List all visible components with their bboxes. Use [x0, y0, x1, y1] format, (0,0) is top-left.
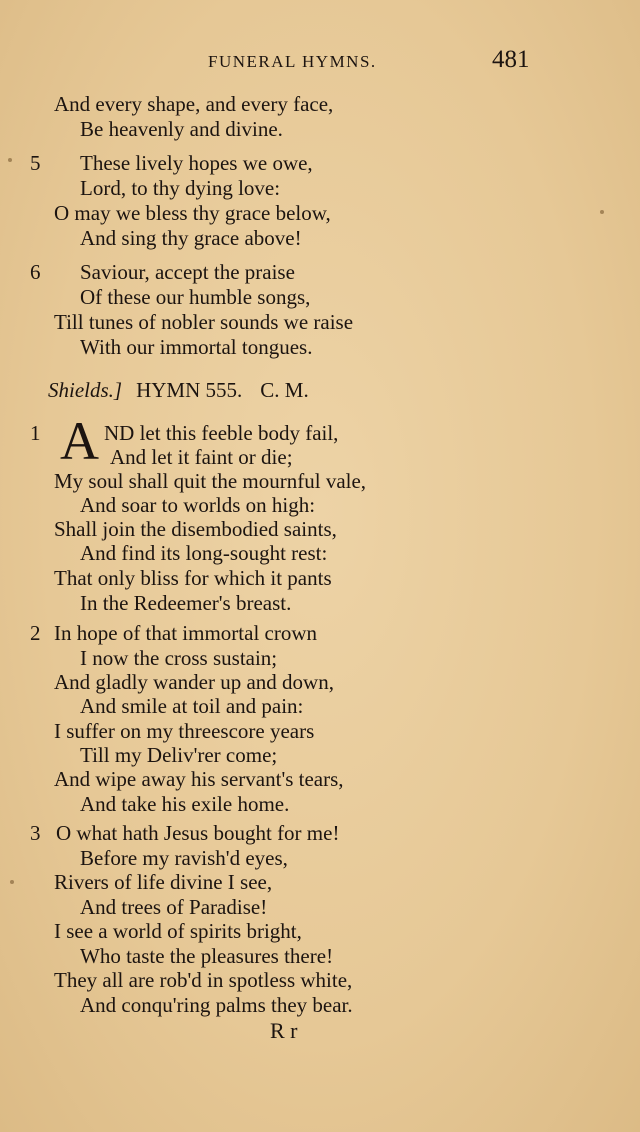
page-number: 481 — [492, 46, 530, 73]
verse-line: Till my Deliv'rer come; — [80, 743, 278, 767]
verse-line: Rivers of life divine I see, — [54, 870, 273, 894]
verse-line: ND let this feeble body fail, — [104, 421, 339, 445]
verse-line: O what hath Jesus bought for me! — [56, 821, 340, 845]
verse-line: And sing thy grace above! — [80, 226, 302, 250]
verse-line: And smile at toil and pain: — [80, 694, 304, 718]
verse-line: And find its long-sought rest: — [80, 541, 328, 565]
verse-line: Till tunes of nobler sounds we raise — [54, 310, 354, 334]
verse-line: These lively hopes we owe, — [80, 151, 313, 175]
verse-line: With our immortal tongues. — [80, 335, 313, 359]
paper-speck — [600, 210, 604, 214]
hymn-heading — [48, 377, 309, 403]
verse-line: In hope of that immortal crown — [54, 621, 318, 645]
verse-line: Saviour, accept the praise — [80, 260, 295, 284]
verse-line: I suffer on my threescore years — [54, 719, 315, 743]
paper-speck — [8, 158, 12, 162]
verse-line: My soul shall quit the mournful vale, — [54, 469, 367, 493]
verse-line: I now the cross sustain; — [80, 646, 278, 670]
stanza-number: 5 — [30, 151, 41, 175]
stanza-number: 1 — [30, 421, 41, 445]
verse-line: Of these our humble songs, — [80, 285, 311, 309]
verse-line: Shall join the disembodied saints, — [54, 517, 337, 541]
verse-line: And take his exile home. — [80, 792, 290, 816]
verse-line: And every shape, and every face, — [54, 92, 334, 116]
running-title: FUNERAL HYMNS. — [208, 52, 377, 71]
verse-line: That only bliss for which it pants — [54, 566, 332, 590]
verse-line: And let it faint or die; — [110, 445, 293, 469]
stanza-number: 6 — [30, 260, 41, 284]
drop-cap: A — [60, 411, 99, 471]
verse-line: They all are rob'd in spotless white, — [54, 968, 353, 992]
signature-mark: R r — [270, 1018, 298, 1043]
verse-line: And gladly wander up and down, — [54, 670, 334, 694]
verse-line: And wipe away his servant's tears, — [54, 767, 344, 791]
paper-speck — [10, 880, 14, 884]
stanza-number: 2 — [30, 621, 41, 645]
verse-line: I see a world of spirits bright, — [54, 919, 302, 943]
verse-line: Be heavenly and divine. — [80, 117, 283, 141]
verse-line: Before my ravish'd eyes, — [80, 846, 288, 870]
verse-line: And soar to worlds on high: — [80, 493, 316, 517]
hymn-attribution: Shields.] — [48, 378, 123, 402]
hymn-title: HYMN 555. — [136, 378, 243, 402]
verse-line: And trees of Paradise! — [80, 895, 268, 919]
verse-line: O may we bless thy grace below, — [54, 201, 331, 225]
verse-line: Who taste the pleasures there! — [80, 944, 334, 968]
stanza-number: 3 — [30, 821, 41, 845]
verse-line: In the Redeemer's breast. — [80, 591, 292, 615]
verse-line: And conqu'ring palms they bear. — [80, 993, 353, 1017]
hymn-meter: C. M. — [260, 378, 309, 402]
verse-line: Lord, to thy dying love: — [80, 176, 281, 200]
